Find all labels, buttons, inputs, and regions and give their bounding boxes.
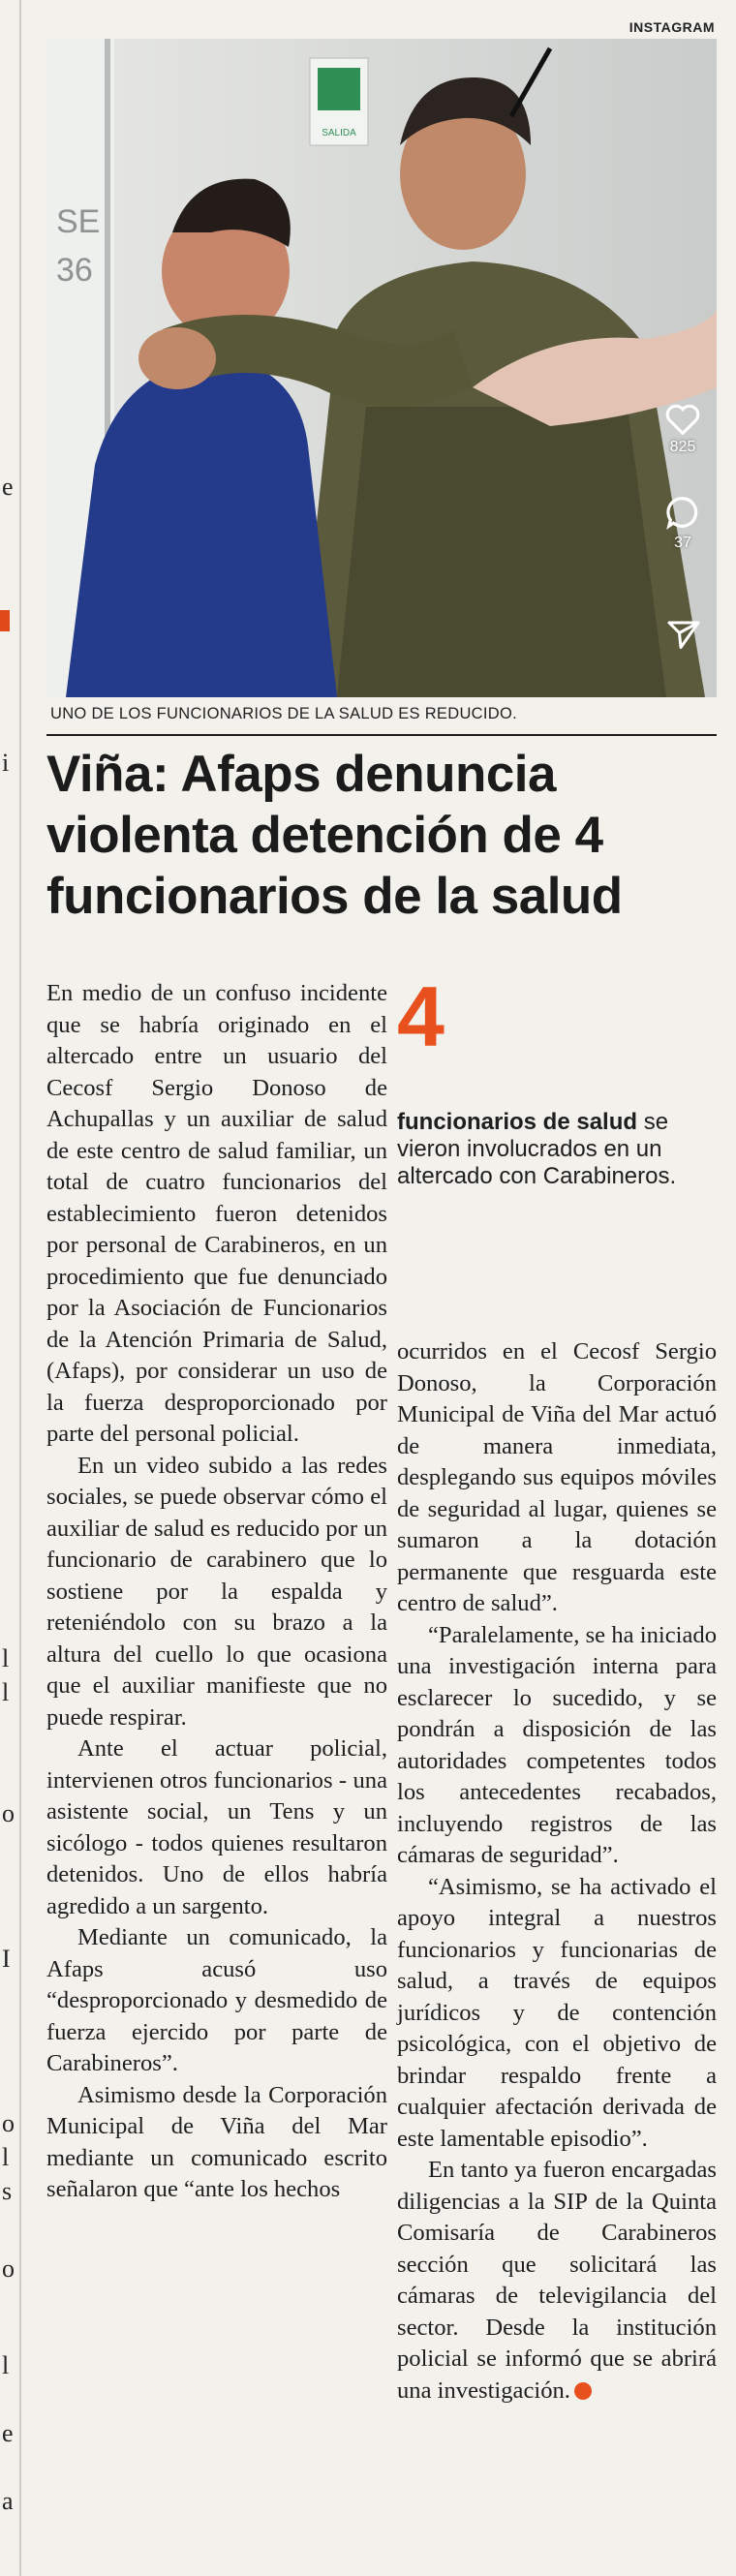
article-column-1: [46, 978, 387, 2206]
paragraph: En medio de un confuso incidente que se habría originado en el altercado entre un usuario del Cecosf Sergio Donoso de Achupallas y un auxiliar de salud de este centro de salud familiar, un total de cuatro funcionarios del establecimiento fueron detenidos por personal de Carabineros, en un procedimiento que fue denunciado por la Asociación de Funcionarios de la Atención Primaria de Salud, (Afaps), por considerar un uso de la fuerza desproporcionado por parte del personal policial.: [46, 980, 387, 1447]
adjacent-column-fragment: [0, 0, 21, 2576]
gutter-fragment: e: [2, 2419, 14, 2447]
stat-label-bold: funcionarios de salud: [397, 1109, 638, 1135]
paragraph: ocurridos en el Cecosf Sergio Donoso, la Corporación Municipal de Viña del Mar actuó de manera inmediata, desplegando sus equipos móviles de seguridad al lugar, quienes se sumaron a la dotación permanente que resguarda este centro de salud”.: [397, 1338, 717, 1616]
paragraph: “Asimismo, se ha activado el apoyo integral a nuestros funcionarios y funcionarias de salud, a través de equipos jurídicos y de contención psicológica, con el objetivo de brindar respaldo frente a cualquier afectación derivada de este lamentable episodio”.: [397, 1873, 717, 2152]
paragraph: Asimismo desde la Corporación Municipal de Viña del Mar mediante un comunicado escrito señalaron que “ante los hechos: [46, 2081, 387, 2202]
photo-caption: UNO DE LOS FUNCIONARIOS DE LA SALUD ES REDUCIDO.: [50, 705, 517, 722]
article-column-2: [397, 1336, 717, 2407]
detention-illustration: [46, 39, 717, 697]
send-icon: [666, 618, 701, 651]
gutter-fragment: I: [2, 1945, 11, 1973]
svg-text:SALIDA: SALIDA: [322, 128, 356, 138]
paragraph: [397, 2155, 717, 2407]
headline: Viña: Afaps denuncia violenta detención de 4 funcionarios de la salud: [46, 746, 623, 925]
like-counter[interactable]: [664, 402, 701, 456]
heart-icon: [664, 402, 701, 435]
paragraph: Mediante un comunicado, la Afaps acusó uso “desproporcionado y desmedido de fuerza ejercido por parte de Carabineros”.: [46, 1924, 387, 2076]
comment-counter[interactable]: [664, 494, 701, 552]
news-photo: [46, 39, 717, 697]
gutter-fragment: o: [2, 1799, 15, 1827]
paragraph: Ante el actuar policial, intervienen otros funcionarios - una asistente social, un Tens y un sicólogo - todos quienes resultaron detenidos. Uno de ellos habría agredido a un sargento.: [46, 1735, 387, 1919]
stat-label-rest: se vieron involucrados en un altercado con Carabineros.: [397, 1109, 677, 1189]
comments-count: 37: [674, 535, 691, 551]
stat-highlight: [397, 968, 717, 1190]
stat-label: [397, 1109, 717, 1190]
gutter-fragment: i: [2, 749, 10, 777]
gutter-fragment: o: [2, 2254, 15, 2283]
svg-text:36: 36: [56, 252, 93, 289]
gutter-fragment: l: [2, 1678, 10, 1706]
red-marker: [0, 610, 10, 631]
gutter-fragment: a: [2, 2487, 14, 2515]
source-label: INSTAGRAM: [629, 19, 715, 35]
gutter-fragment: e: [2, 473, 14, 501]
share-button[interactable]: [666, 618, 701, 655]
end-of-article-icon: [574, 2382, 592, 2400]
gutter-fragment: l: [2, 1644, 10, 1672]
gutter-fragment: o: [2, 2109, 15, 2137]
svg-text:SE: SE: [56, 203, 101, 240]
closing-text: En tanto ya fueron encargadas diligencias a la SIP de la Quinta Comisaría de Carabineros sección que solicitará las cámaras de televigilancia del sector. Desde la institución policial se informó que se abrirá una investigación.: [397, 2157, 717, 2404]
paragraph: En un video subido a las redes sociales, se puede observar cómo el auxiliar de salud es reducido por un funcionario de carabinero que lo sostiene por la espalda y reteniéndolo con su brazo a la altura del cuello lo que ocasiona que el auxiliar manifieste que no puede respirar.: [46, 1452, 387, 1731]
gutter-fragment: s: [2, 2177, 13, 2205]
stat-number: 4: [397, 968, 445, 1064]
gutter-fragment: l: [2, 2351, 10, 2379]
comment-icon: [664, 494, 701, 531]
likes-count: 825: [669, 439, 696, 455]
gutter-fragment: l: [2, 2143, 10, 2171]
paragraph: “Paralelamente, se ha iniciado una investigación interna para esclarecer lo sucedido, y se pondrán a disposición de las autoridades competentes todos los antecedentes recabados, incluyendo registros de las cámaras de seguridad”.: [397, 1621, 717, 1868]
caption-rule: [46, 734, 717, 736]
